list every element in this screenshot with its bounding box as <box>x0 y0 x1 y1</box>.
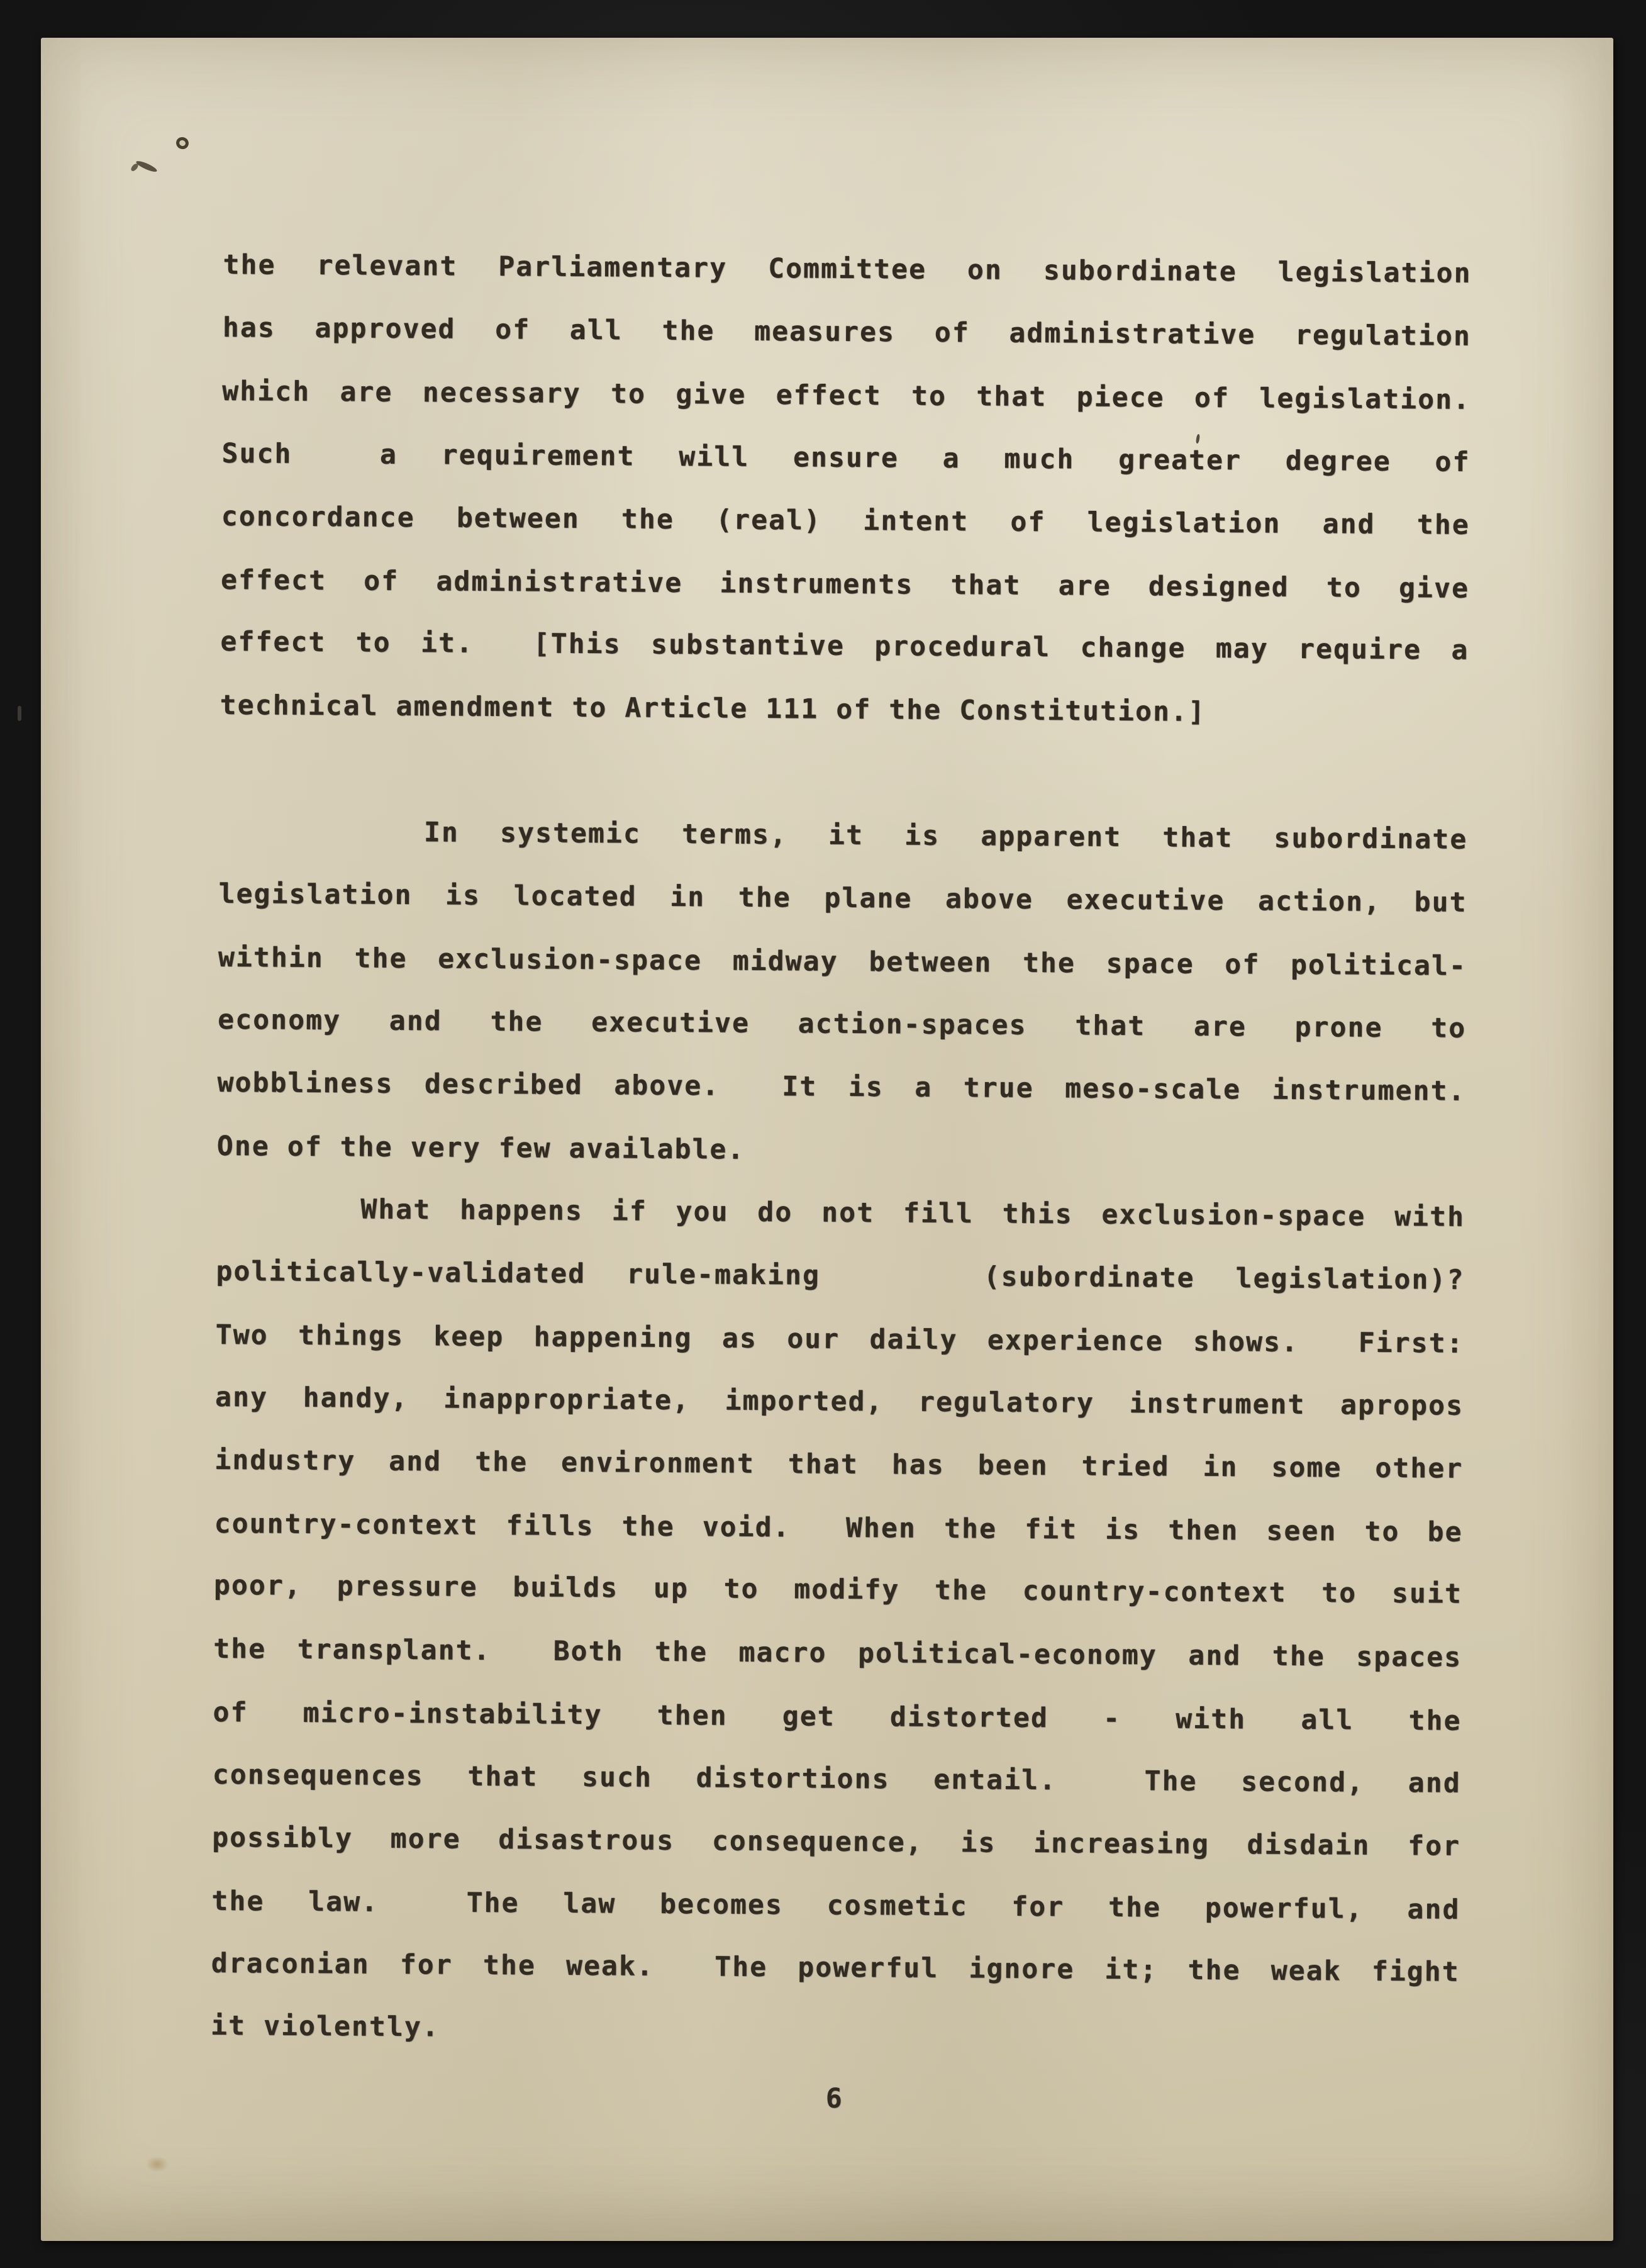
text-line: One of the very few available. <box>216 1130 745 1166</box>
text-line: consequences that such distortions entail. The second, and <box>212 1758 1462 1799</box>
text-line: politically-validated rule-making (subordinate legislation)? <box>216 1255 1465 1296</box>
text-line: concordance between the (real) intent of legislation and the <box>221 500 1470 541</box>
paper-blemish-mark <box>135 159 158 174</box>
text-line: industry and the environment that has been tried in some other <box>214 1444 1464 1485</box>
text-line: it violently. <box>210 2009 440 2043</box>
text-line: the transplant. Both the macro political-economy and the spaces <box>213 1633 1462 1673</box>
paper-blemish-mark <box>130 162 139 172</box>
text-line: within the exclusion-space midway between the space of political- <box>218 941 1467 982</box>
paragraph-2 <box>217 800 1468 1186</box>
text-line: possibly more disastrous consequence, is increasing disdain for <box>212 1821 1461 1862</box>
text-line: effect to it. [This substantive procedural change may require a <box>220 625 1469 666</box>
text-line: the law. The law becomes cosmetic for the powerful, and <box>211 1885 1460 1926</box>
text-line: technical amendment to Article 111 of the Constitution.] <box>220 689 1206 728</box>
text-line: the relevant Parliamentary Committee on subordinate legislation <box>223 249 1472 289</box>
text-line: any handy, inappropriate, imported, regulatory instrument apropos <box>214 1381 1464 1422</box>
text-line: economy and the executive action-spaces that are prone to <box>218 1003 1467 1044</box>
text-line: has approved of all the measures of administrative regulation <box>222 311 1472 352</box>
text-line: effect of administrative instruments that are designed to give <box>220 564 1470 605</box>
text-line: Two things keep happening as our daily experience shows. First: <box>215 1319 1464 1360</box>
paragraph-1 <box>220 233 1472 746</box>
text-line: wobbliness described above. It is a true meso-scale instrument. <box>217 1066 1466 1107</box>
text-line: which are necessary to give effect to that piece of legislation. <box>222 375 1471 416</box>
document-page <box>41 38 1613 2241</box>
typewritten-text <box>210 233 1472 2135</box>
paragraph-3 <box>211 1177 1465 2067</box>
paper-blemish-fiber <box>129 156 160 177</box>
text-line: of micro-instability then get distorted - with all the <box>213 1696 1462 1737</box>
page-number: 6 <box>825 2082 843 2114</box>
paper-blemish-hole <box>174 135 190 151</box>
text-line: legislation is located in the plane above executive action, but <box>218 878 1467 919</box>
text-line: country-context fills the void. When the fit is then seen to be <box>214 1507 1463 1548</box>
text-line: What happens if you do not fill this exclusion-space with <box>216 1192 1465 1233</box>
scan-edge-speck <box>18 706 21 721</box>
text-line: In systemic terms, it is apparent that subordinate <box>219 815 1468 856</box>
text-line: poor, pressure builds up to modify the country-context to suit <box>213 1569 1463 1610</box>
text-line: Such a requirement will ensure a much greater degree of <box>221 437 1471 478</box>
text-line: draconian for the weak. The powerful ignore it; the weak fight <box>211 1947 1460 1988</box>
